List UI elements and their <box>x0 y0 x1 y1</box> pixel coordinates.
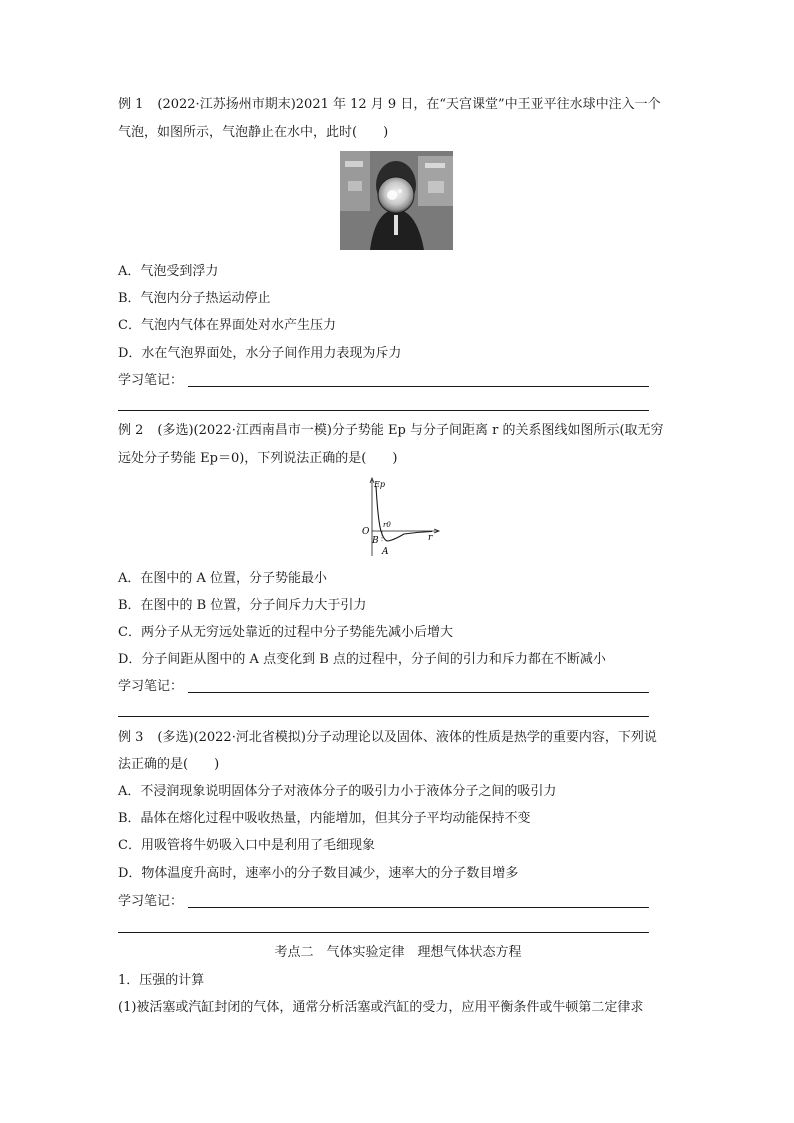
example-source: (2022·江苏扬州市期末) <box>157 97 296 112</box>
example-1-option-a: A．气泡受到浮力 <box>118 264 219 279</box>
r0-label: r0 <box>383 521 391 529</box>
point-a-label: A <box>382 547 389 557</box>
water-bubble-photo <box>340 151 453 250</box>
r-axis-label: r <box>428 533 433 543</box>
example-3-option-b: B．晶体在熔化过程中吸收热量，内能增加，但其分子平均动能保持不变 <box>118 811 531 826</box>
example-3-heading <box>118 730 657 746</box>
example-2-heading <box>118 423 664 439</box>
section-paragraph-1: (1)被活塞或汽缸封闭的气体，通常分析活塞或汽缸的受力，应用平衡条件或牛顿第二定律求 <box>118 1000 644 1015</box>
example-2-option-d: D．分子间距从图中的 A 点变化到 B 点的过程中，分子间的引力和斥力都在不断减小 <box>118 652 606 667</box>
example-2-option-c: C．两分子从无穷远处靠近的过程中分子势能先减小后增大 <box>118 625 453 640</box>
example-1-option-b: B．气泡内分子热运动停止 <box>118 291 271 306</box>
example-3-text-line2: 法正确的是( ) <box>118 757 220 772</box>
example-3-note-label: 学习笔记： <box>118 894 184 909</box>
note-line <box>118 410 649 411</box>
note-line <box>188 907 649 908</box>
example-text: 2021 年 12 月 9 日，在“天宫课堂”中王亚平往水球中注入一个 <box>295 97 661 112</box>
section-title: 考点二 气体实验定律 理想气体状态方程 <box>274 945 522 960</box>
example-3-option-a: A．不浸润现象说明固体分子对液体分子的吸引力小于液体分子之间的吸引力 <box>118 784 557 799</box>
note-line <box>188 692 649 693</box>
example-3-option-d: D．物体温度升高时，速率小的分子数目减少，速率大的分子数目增多 <box>118 866 519 881</box>
example-2-option-b: B．在图中的 B 位置，分子间斥力大于引力 <box>118 598 367 613</box>
example-3-option-c: C．用吸管将牛奶吸入口中是利用了毛细现象 <box>118 838 375 853</box>
example-1-text-line2: 气泡，如图所示，气泡静止在水中，此时( ) <box>118 125 389 140</box>
origin-label: O <box>362 527 370 537</box>
example-text: (多选)(2022·河北省模拟)分子动理论以及固体、液体的性质是热学的重要内容，下列说 <box>157 730 657 745</box>
example-1-option-c: C．气泡内气体在界面处对水产生压力 <box>118 318 336 333</box>
example-1-option-d: D．水在气泡界面处，水分子间作用力表现为斥力 <box>118 346 402 361</box>
note-line <box>118 932 649 933</box>
note-line <box>118 716 649 717</box>
example-2-text-line2: 远处分子势能 Ep＝0)，下列说法正确的是( ) <box>118 451 398 466</box>
section-item-1: 1．压强的计算 <box>118 973 205 988</box>
example-2-option-a: A．在图中的 A 位置，分子势能最小 <box>118 571 328 586</box>
note-line <box>188 386 649 387</box>
example-1-heading <box>118 97 661 113</box>
ep-axis-label: Ep <box>374 480 385 489</box>
point-b-label: B <box>372 536 379 546</box>
example-number: 例 2 <box>118 423 144 438</box>
example-number: 例 3 <box>118 730 144 745</box>
example-number: 例 1 <box>118 97 144 112</box>
example-1-note-label: 学习笔记： <box>118 373 184 388</box>
potential-energy-graph <box>360 476 442 558</box>
example-2-note-label: 学习笔记： <box>118 679 184 694</box>
example-text: (多选)(2022·江西南昌市一模)分子势能 Ep 与分子间距离 r 的关系图线如图所示(取无穷 <box>157 423 664 438</box>
